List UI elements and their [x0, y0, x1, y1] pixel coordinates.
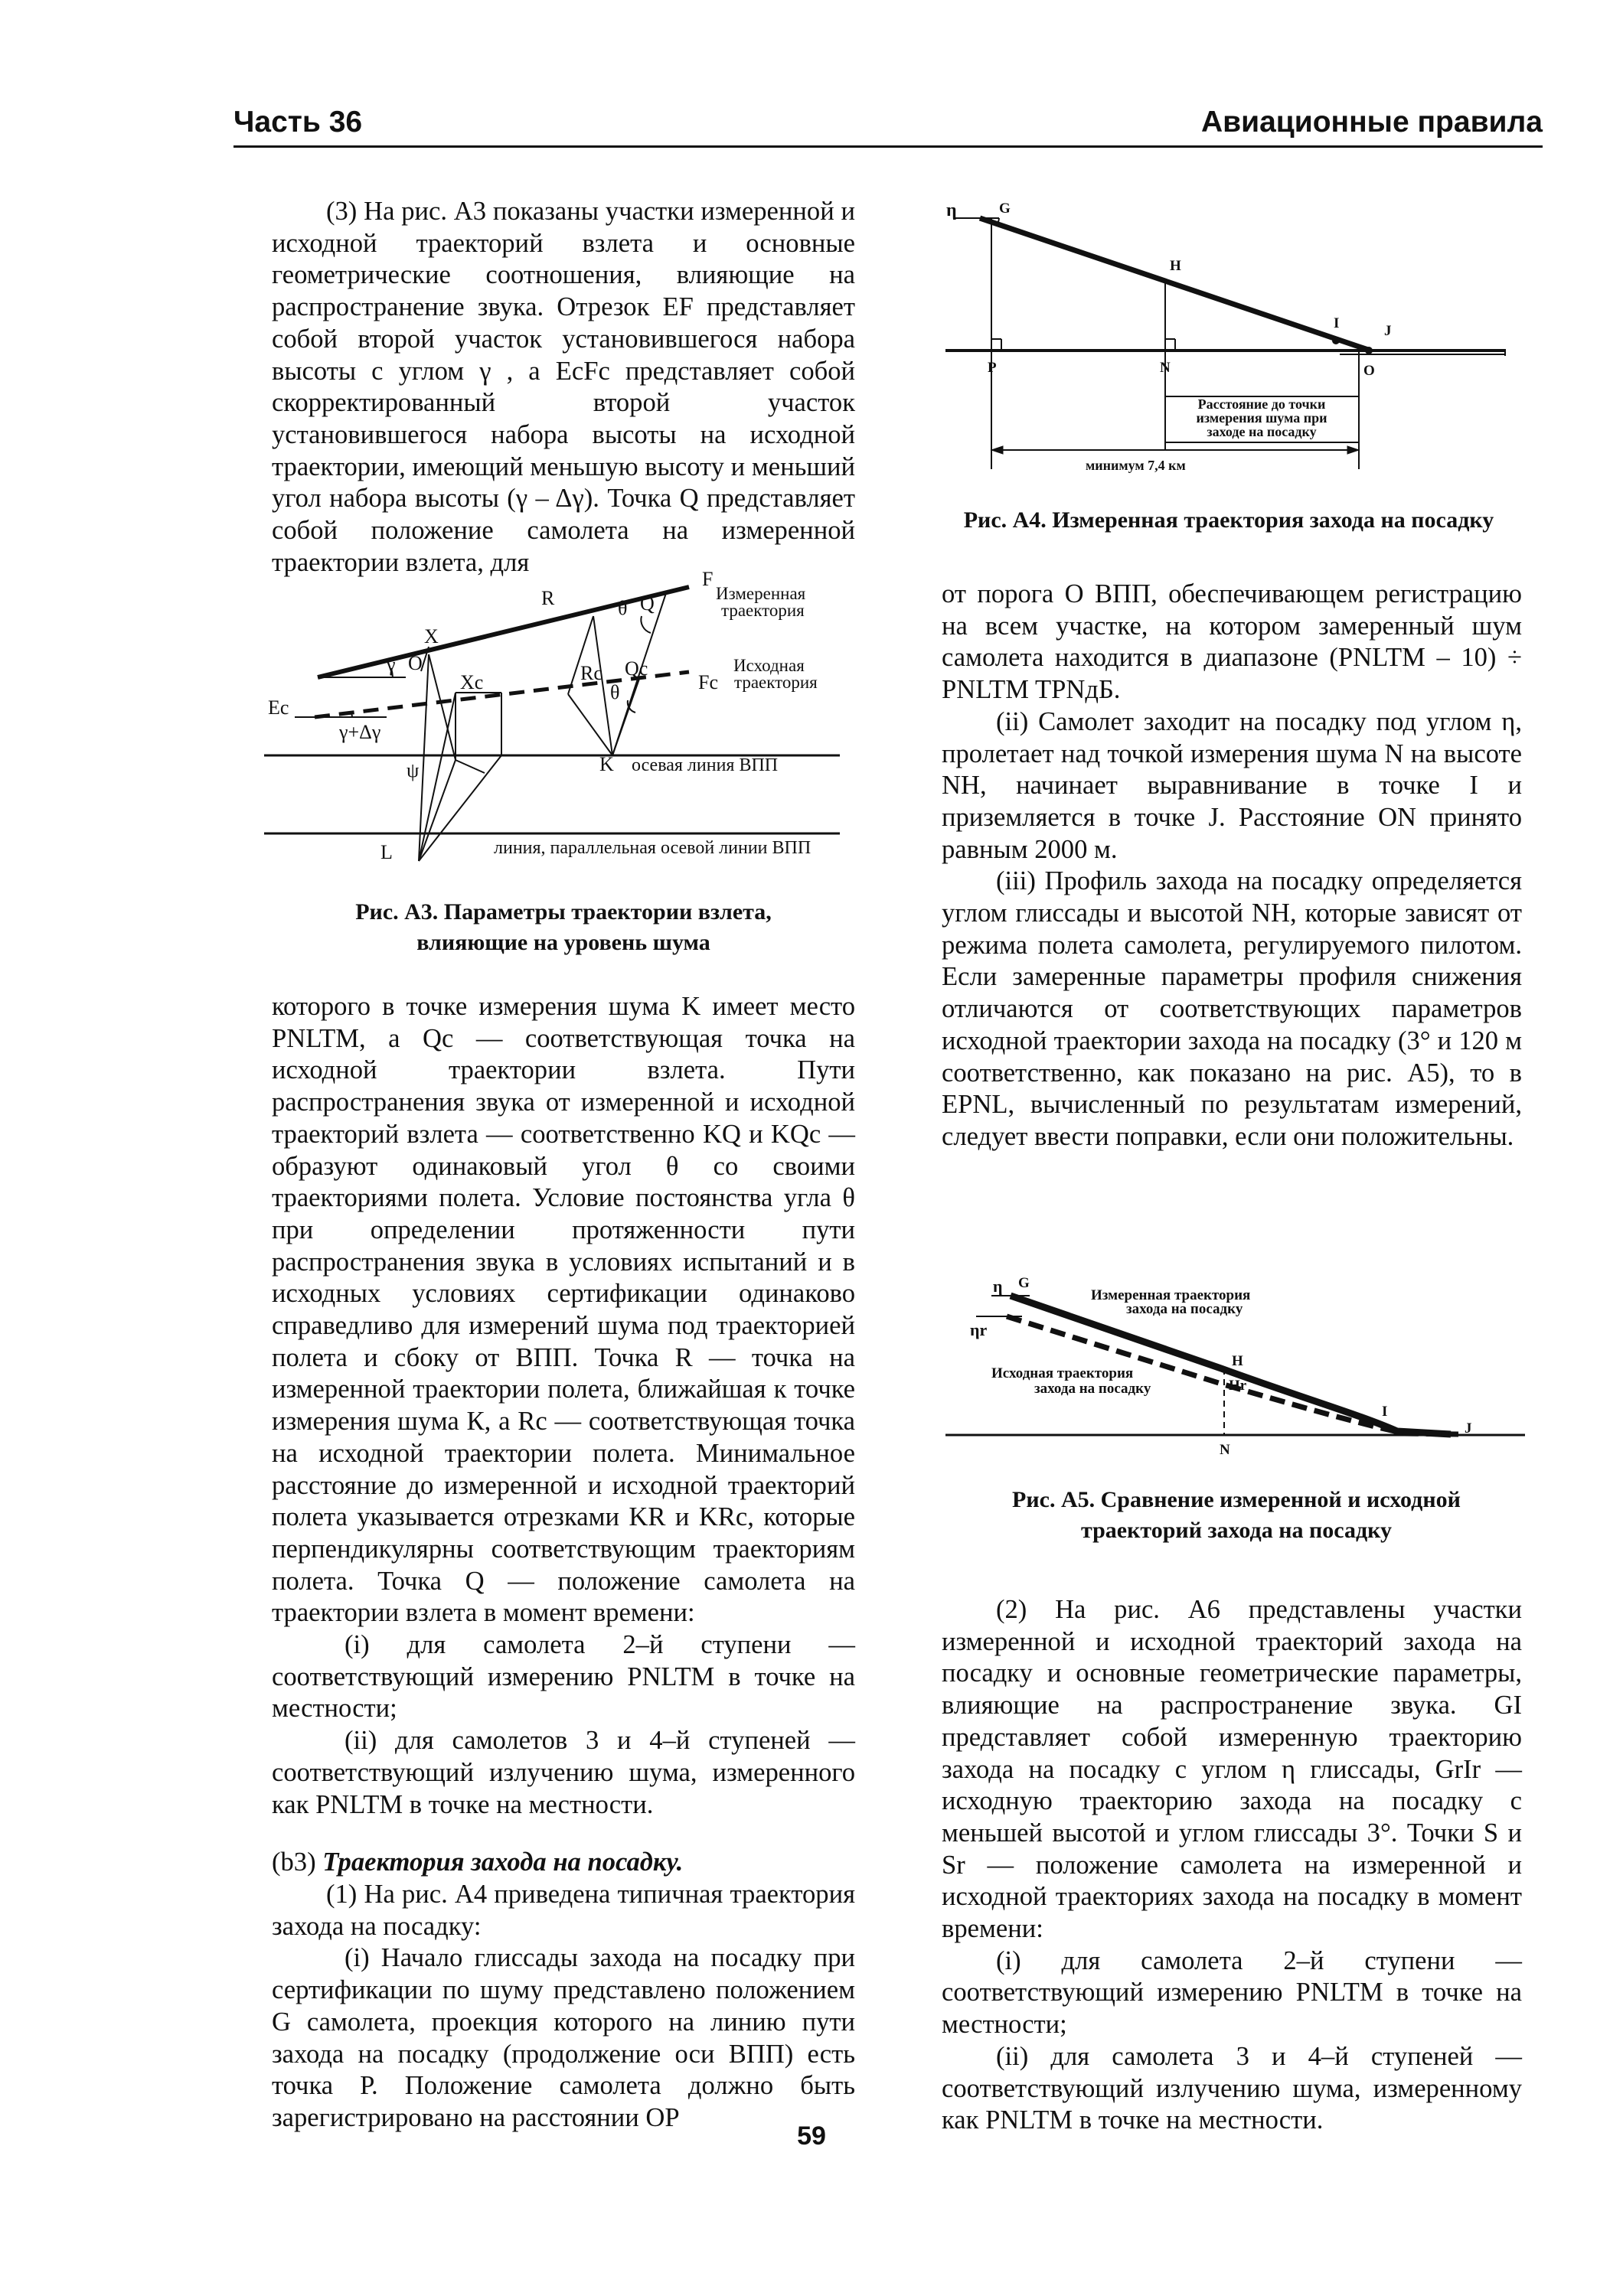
left-column-top — [272, 196, 855, 579]
label-r: R — [541, 587, 555, 609]
running-header-title: Авиационные правила — [1200, 106, 1543, 139]
paragraph-2-i: (i) для самолета 2–й ступени — соответствующий измерению PNLTM в точке на местности; — [942, 1945, 1522, 2040]
label-l: L — [380, 841, 393, 863]
label-o: O — [408, 652, 423, 674]
label-rc: Rc — [580, 662, 603, 684]
label-fc: Fc — [698, 671, 718, 693]
figure-a5-caption-line-1: Рис. А5. Сравнение измеренной и исходной — [1012, 1487, 1461, 1512]
label-i: I — [1382, 1404, 1388, 1420]
paragraph-continued: которого в точке измерения шума K имеет место PNLTM, а Qc — соответствующая точка на исходной траектории взлета. Пути распространения звука от измеренной и исходной траекторий взлета — соответственно KQ и KQc — образуют одинаковый угол θ со своими траекториями полета. Условие постоянства угла θ при определении протяженности пути распространения звука в условиях испытаний и в исходных условиях сертификации одинаково справедливо для измерений шума под траекторией полета и сбоку от ВПП. Точка R — точка на измеренной траектории полета, ближайшая к точке измерения шума К, а Rc — соответствующая точка на исходной траектории полета. Минимальное расстояние до измеренной и исходной траекторий полета указывается отрезками KR и KRc, которые перпендикулярны соответствующим траекториям полета. Точка Q — положение самолета на траектории взлета в момент времени: — [272, 992, 855, 1628]
label-parallel-line: линия, параллельная осевой линии ВПП — [494, 838, 812, 858]
section-title: Траектория захода на посадку. — [322, 1848, 684, 1877]
figure-a3-caption — [272, 897, 855, 958]
label-hr: Hr — [1229, 1378, 1247, 1394]
label-q: Q — [640, 592, 655, 615]
paragraph-1-i: (i) Начало глиссады захода на посадку при сертификации по шуму представлено положением G самолета, проекция которого на линию пути захода на посадку (продолжение оси ВПП) есть точка Р. Положение самолета должно быть зарегистрировано на расстоянии OP — [272, 1943, 855, 2132]
paragraph-ii: (ii) Самолет заходит на посадку под углом η, пролетает над точкой измерения шума N на высоте NH, начинает выравнивание в точке I и приземляется в точке J. Расстояние ON принято равным 2000 м. — [942, 706, 1522, 864]
label-eta-r: ηr — [970, 1320, 988, 1339]
label-g: G — [1018, 1275, 1030, 1291]
figure-a5-caption — [945, 1485, 1527, 1546]
label-h: H — [1232, 1353, 1243, 1369]
label-n: N — [1160, 360, 1171, 376]
label-p: P — [988, 360, 997, 376]
paragraph-3: (3) На рис. А3 показаны участки измеренной и исходной траекторий взлета и основные геометрические соотношения, влияющие на распространение звука. Отрезок EF представляет собой второй участок установившегося набора высоты с углом γ , а EcFc представляет собой скорректированный второй участок установившегося набора высоты на исходной траектории, имеющий меньшую высоту и меньший угол набора высоты (γ – Δγ). Точка Q представляет собой положение самолета на измеренной траектории взлета, для — [272, 197, 855, 577]
label-xc: Xc — [460, 671, 484, 693]
label-n: N — [1220, 1442, 1230, 1458]
label-o: O — [1363, 363, 1375, 379]
label-k: K — [599, 753, 614, 775]
section-label: (b3) — [272, 1848, 316, 1877]
section-b3-heading — [272, 1847, 855, 1879]
label-qc: Qc — [625, 657, 648, 680]
paragraph-2-ii: (ii) для самолета 3 и 4–й ступеней — соответствующий излучению шума, измеренному как PNLTM в точке на местности. — [942, 2041, 1522, 2135]
label-box-3: заходе на посадку — [1207, 424, 1317, 439]
label-measured-2: захода на посадку — [1126, 1301, 1243, 1317]
label-ref-2: траектория — [734, 673, 818, 692]
label-gamma-delta: γ+Δγ — [339, 721, 381, 743]
paragraph-iii: (iii) Профиль захода на посадку определяется углом глиссады и высотой NH, которые зависят от режима полета самолета, регулируемого пилотом. Если замеренные параметры профиля снижения отличаются от соответствующих параметров исходной траектории захода на посадку (3° и 120 м соответственно, как показано на рис. А5), то в EPNL, вычисленный по результатам измерений, следует ввести поправки, если они положительны. — [942, 866, 1522, 1151]
measured-approach-path — [980, 218, 1370, 351]
figure-a5 — [945, 1270, 1527, 1462]
label-ec: Ec — [268, 696, 289, 719]
label-minimum: минимум 7,4 км — [1086, 458, 1186, 473]
figure-a3 — [264, 570, 869, 872]
list-item-i: (i) для самолета 2–й ступени — соответствующий измерению PNLTM в точке на местности; — [272, 1630, 855, 1724]
label-eta: η — [946, 201, 957, 220]
label-theta-2: θ — [610, 681, 620, 703]
label-measured-1: Измеренная — [716, 584, 806, 603]
figure-a3-caption-line-2: влияющие на уровень шума — [416, 930, 710, 955]
label-ref-2: захода на посадку — [1034, 1381, 1151, 1397]
figure-a4 — [942, 190, 1508, 492]
right-column-upper — [942, 579, 1522, 1153]
right-column-lower — [942, 1594, 1522, 2137]
label-x: X — [424, 625, 439, 647]
label-g: G — [999, 201, 1011, 217]
label-j: J — [1465, 1420, 1472, 1437]
label-eta: η — [993, 1277, 1003, 1296]
label-measured-1: Измеренная траектория — [1091, 1287, 1251, 1303]
label-ref-1: Исходная — [733, 656, 805, 675]
label-f: F — [702, 570, 714, 590]
label-measured-2: траектория — [721, 601, 805, 620]
label-theta-1: θ — [618, 597, 628, 619]
figure-a4-caption: Рис. А4. Измеренная траектория захода на посадку — [963, 507, 1494, 533]
paragraph-1: (1) На рис. А4 приведена типичная траектория захода на посадку: — [272, 1879, 855, 1941]
figure-a3-caption-line-1: Рис. А3. Параметры траектории взлета, — [355, 899, 772, 925]
header-rule — [233, 145, 1543, 148]
label-gamma: γ — [387, 654, 396, 676]
label-box-2: измерения шума при — [1196, 410, 1327, 426]
label-box-1: Расстояние до точки — [1197, 396, 1326, 412]
left-column-main — [272, 991, 855, 2135]
label-runway-axis: осевая линия ВПП — [632, 755, 779, 775]
label-h: H — [1170, 258, 1181, 274]
label-psi: ψ — [407, 759, 420, 781]
figure-a5-caption-line-2: траекторий захода на посадку — [1081, 1518, 1392, 1543]
paragraph-2: (2) На рис. А6 представлены участки измеренной и исходной траекторий захода на посадку и основные геометрические параметры, влияющие на распространение звука. GI представляет собой измеренную траекторию захода на посадку с углом η глиссады, GrIr — исходную траекторию захода на посадку с меньшей высотой и углом глиссады 3°. Точки S и Sr — положение самолета на измеренной и исходной траекториях захода на посадку в момент времени: — [942, 1595, 1522, 1944]
page-number: 59 — [797, 2122, 826, 2151]
paragraph-continued-right: от порога О ВПП, обеспечивающем регистрацию на всем участке, на котором замеренный шум самолета находится в диапазоне (PNLTM – 10) ÷ PNLTM TPNдБ. — [942, 579, 1522, 705]
label-i: I — [1334, 315, 1340, 331]
label-ref-1: Исходная траектория — [991, 1365, 1134, 1381]
running-header-part: Часть 36 — [233, 106, 363, 139]
label-j: J — [1384, 323, 1392, 339]
list-item-ii: (ii) для самолетов 3 и 4–й ступеней — соответствующий излучению шума, измеренного как PNLTM в точке на местности. — [272, 1726, 855, 1819]
